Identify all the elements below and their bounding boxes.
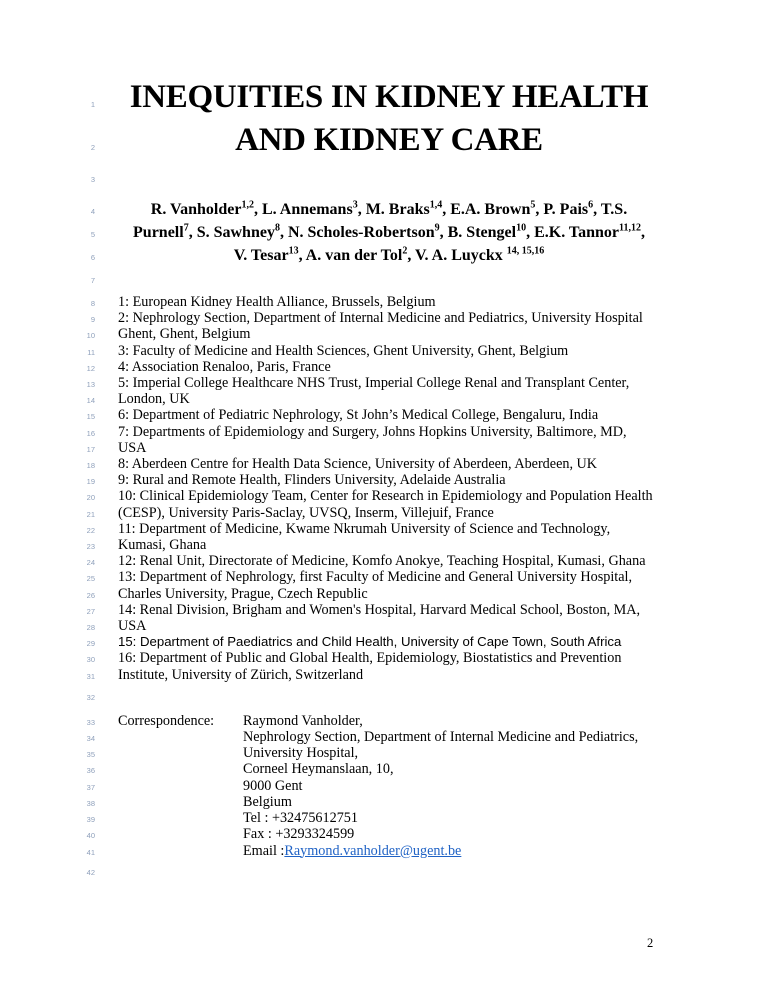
author-affiliation-superscript: 10	[516, 222, 527, 234]
manuscript-line	[0, 456, 773, 472]
line-number: 39	[86, 815, 95, 825]
affiliation-line: Institute, University of Zürich, Switzerland	[118, 666, 364, 683]
manuscript-line	[0, 310, 773, 326]
line-number: 22	[86, 525, 95, 535]
affiliation-line: Charles University, Prague, Czech Republic	[118, 585, 368, 602]
correspondence-line	[118, 713, 660, 729]
author-name-text: , P. Pais	[535, 201, 589, 218]
affiliation-line: 6: Department of Pediatric Nephrology, St John’s Medical College, Bengaluru, India	[118, 407, 599, 424]
page-number: 2	[647, 936, 654, 950]
affiliation-line: 3: Faculty of Medicine and Health Sciences, Ghent University, Ghent, Belgium	[118, 342, 569, 359]
email-link[interactable]: Raymond.vanholder@ugent.be	[284, 842, 462, 859]
correspondence-value: Tel : +32475612751	[243, 810, 358, 827]
line-number: 17	[86, 444, 95, 454]
line-number: 16	[86, 428, 95, 438]
manuscript-line	[0, 407, 773, 423]
line-number: 42	[86, 867, 95, 877]
manuscript-line	[0, 859, 773, 886]
line-number: 1	[90, 100, 95, 109]
manuscript-line	[0, 221, 773, 244]
correspondence-label: Correspondence:	[118, 712, 215, 729]
correspondence-line	[118, 810, 773, 826]
affiliation-line: 14: Renal Division, Brigham and Women's Hospital, Harvard Medical School, Boston, MA,	[118, 601, 641, 618]
line-number: 31	[86, 671, 95, 681]
line-number: 36	[86, 766, 95, 776]
affiliation-line: 13: Department of Nephrology, first Faculty of Medicine and General University Hospital,	[118, 569, 633, 586]
manuscript-line	[0, 326, 773, 342]
author-name-text: , B. Stengel	[439, 224, 517, 241]
correspondence-line	[118, 826, 773, 842]
manuscript-line	[0, 569, 773, 585]
author-list-line	[118, 221, 660, 244]
line-number: 25	[86, 574, 95, 584]
correspondence-value: Email :	[243, 842, 285, 859]
correspondence-value: Corneel Heymanslaan, 10,	[243, 761, 394, 778]
line-number: 29	[86, 639, 95, 649]
affiliation-line: 16: Department of Public and Global Health, Epidemiology, Biostatistics and Prevention	[118, 650, 622, 667]
affiliation-line: London, UK	[118, 391, 190, 408]
author-affiliation-superscript: 1,4	[429, 199, 443, 211]
affiliation-line: 1: European Kidney Health Alliance, Brussels, Belgium	[118, 294, 436, 310]
line-number: 32	[86, 692, 95, 702]
line-number: 28	[86, 623, 95, 633]
manuscript-line	[0, 634, 773, 650]
manuscript-line	[0, 729, 773, 745]
manuscript-line	[0, 505, 773, 521]
correspondence-line	[118, 761, 773, 777]
author-name-text: , S. Sawhney	[188, 224, 275, 241]
correspondence-line	[118, 794, 773, 810]
line-number: 23	[86, 542, 95, 552]
affiliation-line: 15: Department of Paediatrics and Child Health, University of Cape Town, South Africa	[118, 634, 622, 650]
manuscript-line	[0, 267, 773, 294]
line-number: 15	[86, 412, 95, 422]
line-number: 20	[86, 493, 95, 503]
author-list-line	[118, 198, 660, 221]
affiliation-line: 7: Departments of Epidemiology and Surgery, Johns Hopkins University, Baltimore, MD,	[118, 423, 627, 440]
line-number: 14	[86, 396, 95, 406]
correspondence-value: Nephrology Section, Department of Internal Medicine and Pediatrics,	[243, 729, 639, 746]
manuscript-line	[0, 650, 773, 666]
line-number: 21	[86, 509, 95, 519]
manuscript-line	[0, 586, 773, 602]
line-number: 4	[90, 207, 95, 216]
author-affiliation-superscript: 14, 15,16	[506, 245, 545, 257]
manuscript-line	[0, 667, 773, 683]
correspondence-value: Fax : +3293324599	[243, 826, 355, 843]
correspondence-line	[118, 745, 773, 761]
line-number: 35	[86, 750, 95, 760]
author-affiliation-superscript: 1,2	[241, 199, 254, 211]
author-affiliation-superscript: 6	[588, 199, 594, 211]
manuscript-line	[0, 683, 773, 713]
affiliation-line: USA	[118, 439, 147, 456]
author-affiliation-superscript: 11,12	[619, 222, 641, 234]
author-name-text: Purnell	[133, 224, 184, 241]
line-number: 24	[86, 558, 95, 568]
affiliation-line: Ghent, Ghent, Belgium	[118, 326, 251, 343]
correspondence-line	[118, 729, 773, 745]
author-name-text: , E.K. Tannor	[526, 224, 620, 241]
line-number: 6	[90, 253, 95, 262]
line-number: 10	[86, 331, 95, 341]
author-name-text: , A. van der Tol	[298, 247, 403, 264]
manuscript-line	[0, 794, 773, 810]
author-name-text: , M. Braks	[357, 201, 430, 218]
affiliation-line: 5: Imperial College Healthcare NHS Trust, Imperial College Renal and Transplant Center,	[118, 375, 630, 392]
line-number: 27	[86, 606, 95, 616]
author-name-text: , N. Scholes-Robertson	[279, 224, 435, 241]
line-number: 30	[86, 655, 95, 665]
line-number: 12	[86, 363, 95, 373]
paper-title-line: INEQUITIES IN KIDNEY HEALTH	[129, 79, 649, 115]
author-name-text: ,	[640, 224, 645, 241]
affiliation-line: 10: Clinical Epidemiology Team, Center for Research in Epidemiology and Population Health	[118, 488, 653, 505]
correspondence-value: Raymond Vanholder,	[243, 712, 363, 729]
manuscript-line	[0, 359, 773, 375]
manuscript-line	[0, 826, 773, 842]
author-affiliation-superscript: 8	[274, 222, 280, 234]
affiliation-line: 2: Nephrology Section, Department of Internal Medicine and Pediatrics, University Hospital	[118, 310, 643, 327]
manuscript-line	[0, 391, 773, 407]
manuscript-line	[0, 162, 773, 198]
manuscript-line	[0, 440, 773, 456]
manuscript-line	[0, 343, 773, 359]
line-number: 7	[90, 276, 95, 285]
author-affiliation-superscript: 3	[352, 199, 358, 211]
manuscript-line	[0, 778, 773, 794]
correspondence-value: 9000 Gent	[243, 777, 303, 794]
manuscript-line	[0, 713, 773, 729]
author-name-text: , T.S.	[593, 201, 628, 218]
manuscript-line	[0, 553, 773, 569]
affiliation-line: 11: Department of Medicine, Kwame Nkrumah University of Science and Technology,	[118, 520, 611, 537]
affiliation-line: (CESP), University Paris-Saclay, UVSQ, Inserm, Villejuif, France	[118, 504, 494, 521]
correspondence-value: University Hospital,	[243, 745, 359, 762]
manuscript-line	[0, 537, 773, 553]
manuscript-line	[0, 424, 773, 440]
author-name-text: , L. Annemans	[253, 201, 353, 218]
line-number: 2	[90, 143, 95, 152]
manuscript-line	[0, 745, 773, 761]
manuscript-line	[0, 843, 773, 859]
line-number: 19	[86, 477, 95, 487]
affiliation-line: 8: Aberdeen Centre for Health Data Science, University of Aberdeen, Aberdeen, UK	[118, 456, 598, 473]
affiliation-line: USA	[118, 618, 147, 635]
author-affiliation-superscript: 9	[434, 222, 440, 234]
line-number: 13	[86, 380, 95, 390]
author-affiliation-superscript: 2	[402, 245, 408, 257]
author-name-text: , V. A. Luyckx	[407, 247, 507, 264]
affiliation-line: Kumasi, Ghana	[118, 537, 207, 554]
manuscript-line	[0, 198, 773, 221]
manuscript-line	[0, 294, 773, 310]
line-number: 11	[87, 347, 95, 357]
affiliation-line: 9: Rural and Remote Health, Flinders University, Adelaide Australia	[118, 472, 506, 489]
manuscript-line	[0, 119, 773, 162]
author-affiliation-superscript: 5	[530, 199, 536, 211]
line-number: 5	[90, 230, 95, 239]
author-affiliation-superscript: 13	[288, 245, 299, 257]
affiliation-line: 12: Renal Unit, Directorate of Medicine, Komfo Anokye, Teaching Hospital, Kumasi, Ghana	[118, 553, 646, 570]
line-number: 18	[86, 461, 95, 471]
line-number: 33	[86, 717, 95, 727]
manuscript-line	[0, 244, 773, 267]
line-number: 41	[86, 847, 95, 857]
line-number: 37	[86, 782, 95, 792]
line-number: 9	[90, 315, 95, 325]
author-name-text: R. Vanholder	[150, 201, 242, 218]
line-number: 40	[86, 831, 95, 841]
affiliation-line: 4: Association Renaloo, Paris, France	[118, 358, 331, 375]
manuscript-line	[0, 375, 773, 391]
author-affiliation-superscript: 7	[183, 222, 189, 234]
manuscript-line	[0, 76, 773, 119]
paper-title-line: AND KIDNEY CARE	[235, 122, 543, 158]
correspondence-line	[118, 843, 773, 859]
manuscript-line	[0, 521, 773, 537]
manuscript-line	[0, 472, 773, 488]
manuscript-line	[0, 618, 773, 634]
author-name-text: V. Tesar	[233, 247, 289, 264]
line-number: 26	[86, 590, 95, 600]
correspondence-line	[118, 778, 773, 794]
line-number: 34	[86, 734, 95, 744]
line-number: 3	[90, 175, 95, 184]
manuscript-line	[0, 602, 773, 618]
correspondence-value: Belgium	[243, 793, 292, 810]
author-name-text: , E.A. Brown	[442, 201, 531, 218]
line-number: 8	[90, 299, 95, 308]
manuscript-line	[0, 810, 773, 826]
manuscript-line	[0, 488, 773, 504]
line-number: 38	[86, 798, 95, 808]
author-list-line	[118, 244, 660, 267]
manuscript-line	[0, 761, 773, 777]
